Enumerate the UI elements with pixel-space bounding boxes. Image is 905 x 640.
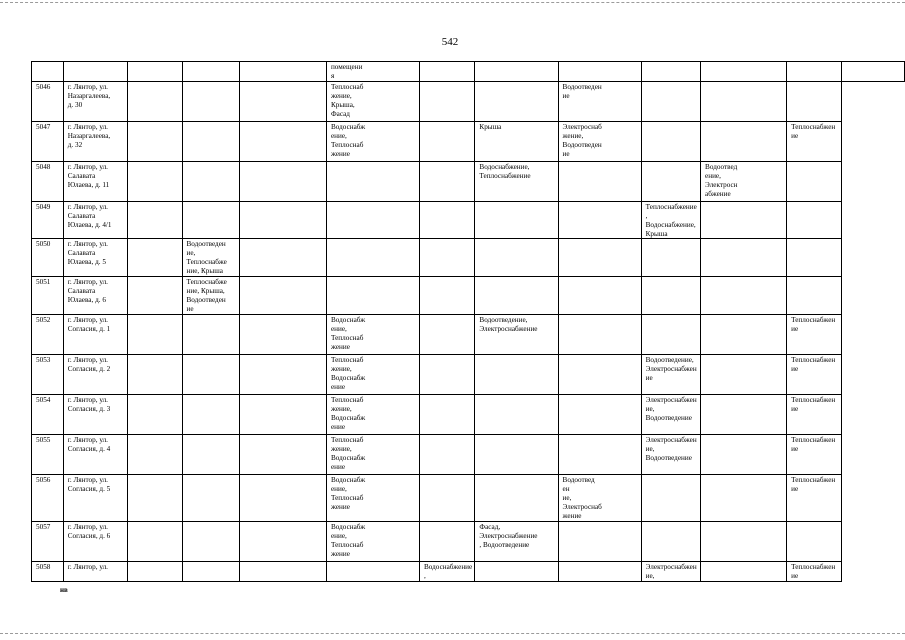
cell: Водоотведение, Электроснабжение <box>641 355 700 395</box>
cell <box>558 395 641 435</box>
page-number: 542 <box>441 36 459 48</box>
cell <box>182 81 239 121</box>
cell <box>701 355 787 395</box>
cell <box>239 395 326 435</box>
registry-table-body <box>32 62 905 582</box>
cell <box>475 62 558 82</box>
cell <box>128 201 182 239</box>
cell <box>239 161 326 201</box>
cell <box>128 121 182 161</box>
cell <box>182 121 239 161</box>
cell <box>558 201 641 239</box>
cell <box>475 277 558 315</box>
address-cell: г. Лянтор, ул. Салавата Юлаева, д. 4/1 <box>63 201 127 239</box>
cell <box>475 435 558 475</box>
cell <box>787 81 841 121</box>
cell <box>419 435 474 475</box>
cell <box>182 435 239 475</box>
cell <box>558 239 641 277</box>
cell <box>558 435 641 475</box>
cell: Теплоснабжение, Водоснабжение, Крыша <box>641 201 700 239</box>
address-cell: г. Лянтор, ул. Согласия, д. 5 <box>63 475 127 522</box>
cell <box>326 561 419 581</box>
cell: Водоотведен ие, Теплоснабже ние, Крыша <box>182 239 239 277</box>
cell <box>701 121 787 161</box>
cell <box>182 201 239 239</box>
cell <box>128 475 182 522</box>
cell <box>558 161 641 201</box>
cell <box>128 521 182 561</box>
cell <box>239 315 326 355</box>
cell <box>641 475 700 522</box>
cell <box>475 475 558 522</box>
cell <box>641 239 700 277</box>
cell <box>128 239 182 277</box>
cell <box>475 355 558 395</box>
cell <box>419 161 474 201</box>
cell <box>128 315 182 355</box>
cell <box>475 239 558 277</box>
cell <box>701 239 787 277</box>
cell: Электроснабжение, <box>641 561 700 581</box>
table-row <box>32 161 905 201</box>
table-row <box>32 239 905 277</box>
cell <box>182 355 239 395</box>
cell <box>701 62 787 82</box>
cell: Теплоснабжение <box>787 121 841 161</box>
cell <box>475 561 558 581</box>
cell: Фасад, Электроснабжение , Водоотведение <box>475 521 558 561</box>
cell <box>326 201 419 239</box>
address-cell: г. Лянтор, ул. Согласия, д. 2 <box>63 355 127 395</box>
cell: Крыша <box>475 121 558 161</box>
row-number: 5057 <box>32 521 64 561</box>
address-cell: г. Лянтор, ул. Салавата Юлаева, д. 11 <box>63 161 127 201</box>
cell: Теплоснаб жение, Водоснабж ение <box>326 395 419 435</box>
row-number: 5052 <box>32 315 64 355</box>
address-cell: г. Лянтор, ул. Согласия, д. 3 <box>63 395 127 435</box>
cell: Теплоснаб жение, Крыша, Фасад <box>326 81 419 121</box>
cell <box>239 239 326 277</box>
address-cell: г. Лянтор, ул. Салавата Юлаева, д. 5 <box>63 239 127 277</box>
cell: Водоснабж ение, Теплоснаб жение <box>326 521 419 561</box>
address-cell: г. Лянтор, ул. Согласия, д. 6 <box>63 521 127 561</box>
cell <box>701 81 787 121</box>
cell <box>475 81 558 121</box>
row-number: 5046 <box>32 81 64 121</box>
cell <box>128 355 182 395</box>
cell <box>641 62 700 82</box>
cell <box>239 521 326 561</box>
cell <box>701 521 787 561</box>
cell <box>475 201 558 239</box>
row-number: 5053 <box>32 355 64 395</box>
cell: Водоснабж ение, Теплоснаб жение <box>326 121 419 161</box>
cell <box>841 62 904 82</box>
cell <box>239 81 326 121</box>
table-row <box>32 355 905 395</box>
continuation-row <box>32 62 905 82</box>
cell: Теплоснабжение <box>787 355 841 395</box>
cell <box>558 521 641 561</box>
cell <box>787 277 841 315</box>
cell <box>63 62 127 82</box>
cell <box>182 161 239 201</box>
cell <box>787 62 841 82</box>
cell <box>419 355 474 395</box>
cell: Водоснабжение, <box>419 561 474 581</box>
table-row <box>32 121 905 161</box>
cell <box>239 435 326 475</box>
row-number: 5049 <box>32 201 64 239</box>
table-row <box>32 521 905 561</box>
cell: помещени я <box>326 62 419 82</box>
cell <box>641 277 700 315</box>
row-number: 5054 <box>32 395 64 435</box>
cell <box>419 62 474 82</box>
cell: Водоснабжение, Теплоснабжение <box>475 161 558 201</box>
cell: Теплоснабжение <box>787 315 841 355</box>
cell <box>239 62 326 82</box>
address-cell: г. Лянтор, ул. Салавата Юлаева, д. 6 <box>63 277 127 315</box>
cell <box>419 475 474 522</box>
cell <box>787 201 841 239</box>
cell: Теплоснабжение <box>787 435 841 475</box>
table-row <box>32 435 905 475</box>
row-number: 5051 <box>32 277 64 315</box>
row-number: 5048 <box>32 161 64 201</box>
cell <box>641 81 700 121</box>
cell <box>419 81 474 121</box>
cell: Водоотвед ен ие, Электроснаб жение <box>558 475 641 522</box>
cell <box>128 62 182 82</box>
cell <box>182 62 239 82</box>
cell <box>641 161 700 201</box>
cell: Водоотведен ие <box>558 81 641 121</box>
cell: Теплоснабжение <box>787 395 841 435</box>
row-number: 5056 <box>32 475 64 522</box>
cell: Электроснаб жение, Водоотведен ие <box>558 121 641 161</box>
cell <box>558 355 641 395</box>
cell <box>128 277 182 315</box>
row-number: 5050 <box>32 239 64 277</box>
cell <box>641 521 700 561</box>
cell <box>419 395 474 435</box>
cell <box>326 161 419 201</box>
cell: Теплоснабже ние, Крыша, Водоотведен ие <box>182 277 239 315</box>
cell <box>182 561 239 581</box>
cell: Водоотведение, Электроснабжение <box>475 315 558 355</box>
address-cell: г. Лянтор, ул. Согласия, д. 1 <box>63 315 127 355</box>
cell <box>239 201 326 239</box>
table-row <box>32 315 905 355</box>
cell <box>419 201 474 239</box>
cell <box>32 62 64 82</box>
cell: Водоотвед ение, Электросн абжение <box>701 161 787 201</box>
cell <box>701 315 787 355</box>
table-row <box>32 277 905 315</box>
cell <box>128 435 182 475</box>
cell <box>558 277 641 315</box>
cell <box>419 315 474 355</box>
cell <box>182 475 239 522</box>
cell <box>419 239 474 277</box>
cell: Водоснабж ение, Теплоснаб жение <box>326 315 419 355</box>
cell <box>787 239 841 277</box>
row-number: 5055 <box>32 435 64 475</box>
row-number: 5058 <box>32 561 64 581</box>
cell <box>701 201 787 239</box>
cell <box>239 121 326 161</box>
registry-table <box>31 61 905 582</box>
cell <box>326 277 419 315</box>
cell: Теплоснабжение <box>787 475 841 522</box>
cell <box>701 561 787 581</box>
cell <box>182 395 239 435</box>
cell <box>128 395 182 435</box>
address-cell: г. Лянтор, ул. Назаргалеева, д. 30 <box>63 81 127 121</box>
cell <box>701 475 787 522</box>
address-cell: г. Лянтор, ул. Назаргалеева, д. 32 <box>63 121 127 161</box>
cell <box>701 435 787 475</box>
cell <box>182 521 239 561</box>
address-cell: г. Лянтор, ул. Согласия, д. 4 <box>63 435 127 475</box>
cell <box>239 355 326 395</box>
cell <box>326 239 419 277</box>
cell: Электроснабжение, Водоотведение <box>641 435 700 475</box>
cell <box>558 561 641 581</box>
cell <box>128 161 182 201</box>
cell <box>128 81 182 121</box>
cell <box>787 161 841 201</box>
cell <box>787 521 841 561</box>
cell <box>419 277 474 315</box>
cell: Теплоснаб жение, Водоснабж ение <box>326 435 419 475</box>
cell <box>419 121 474 161</box>
table-row <box>32 395 905 435</box>
cell <box>182 315 239 355</box>
cell <box>239 475 326 522</box>
cell <box>128 561 182 581</box>
cell <box>641 121 700 161</box>
cell <box>239 561 326 581</box>
footer-mark: нв <box>60 586 68 594</box>
cell <box>558 315 641 355</box>
table-row <box>32 81 905 121</box>
cell <box>239 277 326 315</box>
cell <box>558 62 641 82</box>
cell: Электроснабжение, Водоотведение <box>641 395 700 435</box>
cell <box>701 277 787 315</box>
table-row <box>32 561 905 581</box>
cell <box>419 521 474 561</box>
cell: Теплоснаб жение, Водоснабж ение <box>326 355 419 395</box>
cell <box>701 395 787 435</box>
scan-edge-bottom <box>0 633 905 634</box>
address-cell: г. Лянтор, ул. <box>63 561 127 581</box>
row-number: 5047 <box>32 121 64 161</box>
cell <box>475 395 558 435</box>
cell: Теплоснабжение <box>787 561 841 581</box>
cell <box>641 315 700 355</box>
scan-edge-top <box>0 2 905 3</box>
table-row <box>32 475 905 522</box>
table-row <box>32 201 905 239</box>
cell: Водоснабж ение, Теплоснаб жение <box>326 475 419 522</box>
